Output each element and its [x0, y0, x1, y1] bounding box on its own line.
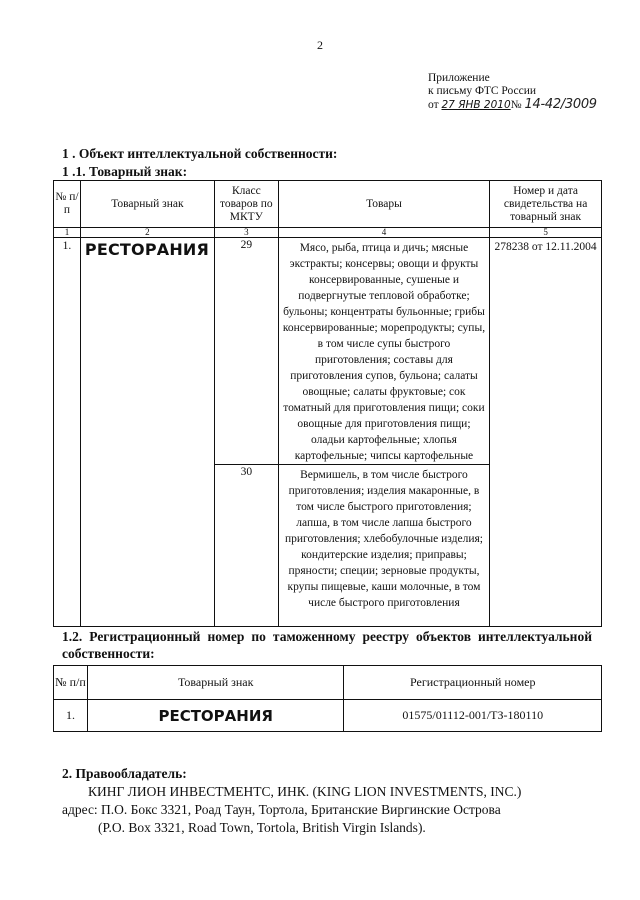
header-class: Класс товаров по МКТУ	[214, 181, 278, 228]
table-header-row	[54, 181, 602, 228]
appendix-line1: Приложение	[428, 72, 490, 84]
row-class-29: 29	[214, 238, 278, 465]
appendix-line3	[428, 98, 633, 112]
col-number: 2	[80, 228, 214, 238]
appendix-number: 14-42/3009	[524, 97, 597, 112]
appendix-from: от	[428, 99, 439, 111]
col-number: 1	[54, 228, 81, 238]
row-goods-30: Вермишель, в том числе быстрого приготовления; изделия макаронные, в том числе быстрого приготовления; лапша, в том числе лапша быстрого приготовления; хлебобулочные изделия; кондитерские изделия; приправы; пряности; специи; зерновые продукты, крупы пищевые, каши молочные, в том числе быстрого приготовления	[278, 465, 489, 627]
rightholder-address-en: (P.O. Box 3321, Road Town, Tortola, British Virgin Islands).	[98, 820, 426, 835]
page-number: 2	[317, 38, 323, 52]
header-num: № п/п	[54, 181, 81, 228]
header-num: № п/п	[54, 666, 88, 700]
table-header-row	[54, 666, 602, 700]
col-number: 3	[214, 228, 278, 238]
rightholder-address-ru: адрес: П.О. Бокс 3321, Роад Таун, Тортола, Британские Виргинские Острова	[62, 802, 501, 817]
row-num: 1.	[54, 700, 88, 732]
table-row	[54, 238, 602, 465]
header-trademark: Товарный знак	[87, 666, 344, 700]
registry-table	[53, 665, 602, 732]
appendix-date: 27 ЯНВ 2010	[441, 99, 511, 111]
section1-subtitle: 1 .1. Товарный знак:	[62, 164, 188, 179]
row-num: 1.	[54, 238, 81, 627]
row-class-30: 30	[214, 465, 278, 627]
appendix-line2: к письму ФТС России	[428, 85, 537, 97]
header-goods: Товары	[278, 181, 489, 228]
row-trademark: РЕСТОРАНИЯ	[80, 238, 214, 627]
appendix-no-label: №	[510, 99, 522, 111]
header-reg-number: Регистрационный номер	[344, 666, 602, 700]
appendix-note	[428, 72, 633, 112]
rightholder-section	[62, 765, 521, 837]
section1-title: 1 . Объект интеллектуальной собственности:	[62, 146, 338, 161]
rightholder-label: 2. Правообладатель:	[62, 766, 187, 781]
column-number-row	[54, 228, 602, 238]
row-trademark: РЕСТОРАНИЯ	[87, 700, 344, 732]
rightholder-name: КИНГ ЛИОН ИНВЕСТМЕНТС, ИНК. (KING LION INVESTMENTS, INC.)	[88, 784, 522, 799]
row-registration: 278238 от 12.11.2004	[490, 238, 602, 627]
col-number: 5	[490, 228, 602, 238]
col-number: 4	[278, 228, 489, 238]
row-reg-number: 01575/01112-001/ТЗ-180110	[344, 700, 602, 732]
header-registration: Номер и дата свидетельства на товарный знак	[490, 181, 602, 228]
table-row	[54, 700, 602, 732]
section12-title: 1.2. Регистрационный номер по таможенному реестру объектов интеллектуальной собственности:	[62, 629, 592, 661]
header-trademark: Товарный знак	[80, 181, 214, 228]
trademark-table	[53, 180, 602, 627]
row-goods-29: Мясо, рыба, птица и дичь; мясные экстракты; консервы; овощи и фрукты консервированные, сушеные и подвергнутые тепловой обработке; бульоны; концентраты бульонные; грибы консервированные; морепродукты; супы, в том числе супы быстрого приготовления; составы для приготовления супов, бульона; салаты овощные; салаты фруктовые; сок томатный для приготовления пищи; соки овощные для приготовления пищи; оладьи картофельные; хлопья картофельные; чипсы картофельные	[278, 238, 489, 465]
